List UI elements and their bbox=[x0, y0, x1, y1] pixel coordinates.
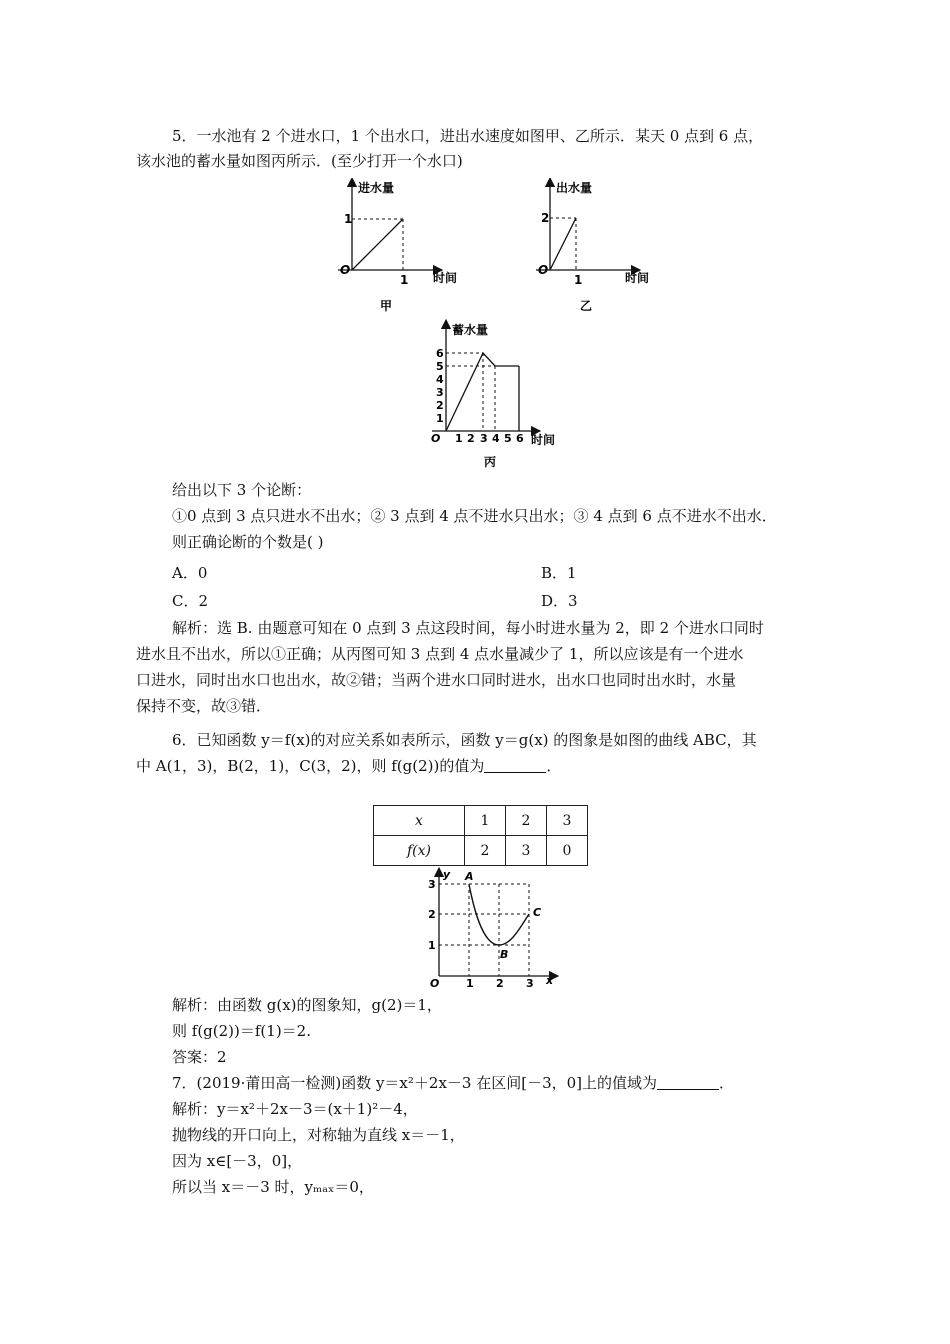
q6-line-2-end: ． bbox=[546, 757, 562, 775]
g-point-c: C bbox=[533, 906, 542, 919]
q6-line-1: 6．已知函数 y＝f(x)的对应关系如表所示，函数 y＝g(x) 的图象是如图的曲线 ABC，其 bbox=[172, 731, 757, 749]
jia-xlabel: 时间 bbox=[433, 271, 458, 285]
yi-line bbox=[550, 218, 576, 270]
q6-analysis-2: 则 f(g(2))＝f(1)＝2. bbox=[172, 1022, 311, 1040]
f-table-value-3: 0 bbox=[547, 836, 588, 866]
figure-jia bbox=[330, 178, 470, 318]
g-xtick-1: 1 bbox=[466, 977, 474, 990]
q6-line-2 bbox=[136, 756, 561, 776]
f-table-header-row bbox=[374, 806, 588, 836]
jia-caption: 甲 bbox=[380, 299, 393, 313]
bing-xtick-4: 4 bbox=[492, 432, 500, 445]
q6-answer: 答案：2 bbox=[172, 1048, 227, 1066]
q5-analysis-3: 口进水，同时出水口也出水，故②错；当两个进水口同时进水，出水口也同时出水时，水量 bbox=[136, 671, 737, 689]
g-xtick-2: 2 bbox=[496, 977, 504, 990]
f-table-header-1: 1 bbox=[465, 806, 506, 836]
q6-analysis-1: 解析：由函数 g(x)的图象知，g(2)＝1， bbox=[172, 996, 442, 1014]
jia-line bbox=[352, 219, 403, 270]
yi-xlabel: 时间 bbox=[625, 271, 650, 285]
q7-analysis-1: 解析：y＝x²＋2x－3＝(x＋1)²－4， bbox=[172, 1100, 418, 1118]
g-ytick-3: 3 bbox=[428, 878, 436, 891]
f-table bbox=[373, 805, 588, 866]
f-table-header-x: x bbox=[374, 806, 465, 836]
q7-line-1 bbox=[172, 1073, 734, 1093]
figure-bing bbox=[418, 318, 578, 470]
bing-xtick-1: 1 bbox=[455, 432, 463, 445]
g-ytick-1: 1 bbox=[428, 939, 436, 952]
jia-origin: O bbox=[340, 263, 351, 277]
q6-answer-blank bbox=[484, 758, 546, 773]
q5-question: 则正确论断的个数是( ) bbox=[172, 533, 324, 551]
bing-ytick-2: 2 bbox=[436, 399, 444, 412]
g-y-label: y bbox=[443, 868, 451, 881]
bing-origin: O bbox=[431, 432, 441, 445]
bing-ytick-1: 1 bbox=[436, 412, 444, 425]
bing-xtick-3: 3 bbox=[480, 432, 488, 445]
yi-ytick: 2 bbox=[541, 211, 550, 225]
f-table-value-1: 2 bbox=[465, 836, 506, 866]
bing-xtick-6: 6 bbox=[516, 432, 524, 445]
g-ytick-2: 2 bbox=[428, 908, 436, 921]
jia-ylabel: 进水量 bbox=[358, 181, 395, 195]
f-table-header-3: 3 bbox=[547, 806, 588, 836]
q5-option-a: A．0 bbox=[172, 564, 208, 582]
g-point-a: A bbox=[465, 870, 474, 883]
bing-ytick-4: 4 bbox=[436, 373, 444, 386]
q5-analysis-2: 进水且不出水，所以①正确；从丙图可知 3 点到 4 点水量减少了 1，所以应该是有一个进水 bbox=[136, 645, 744, 663]
g-origin: O bbox=[430, 977, 440, 990]
yi-origin: O bbox=[538, 263, 549, 277]
q6-line-2-text: 中 A(1，3)，B(2，1)，C(3，2)，则 f(g(2))的值为 bbox=[136, 757, 485, 775]
bing-ytick-5: 5 bbox=[436, 360, 444, 373]
f-table-header-2: 2 bbox=[506, 806, 547, 836]
yi-xtick: 1 bbox=[574, 273, 583, 287]
f-table-value-row bbox=[374, 836, 588, 866]
q5-analysis-1: 解析：选 B. 由题意可知在 0 点到 3 点这段时间，每小时进水量为 2，即 2 个进水口同时 bbox=[172, 619, 764, 637]
bing-xtick-2: 2 bbox=[467, 432, 475, 445]
q5-statements: ①0 点到 3 点只进水不出水；② 3 点到 4 点不进水只出水；③ 4 点到 6 点不进水不出水． bbox=[172, 507, 777, 525]
q7-line-1-end: ． bbox=[719, 1074, 735, 1092]
q7-analysis-3: 因为 x∈[－3，0]， bbox=[172, 1152, 303, 1170]
figure-yi bbox=[528, 178, 668, 318]
q7-answer-blank bbox=[657, 1075, 719, 1090]
g-graph bbox=[418, 866, 568, 991]
q5-line-2: 该水池的蓄水量如图丙所示．(至少打开一个水口) bbox=[136, 152, 463, 170]
q7-analysis-4: 所以当 x＝－3 时，yₘₐₓ＝0， bbox=[172, 1178, 374, 1196]
g-x-label: x bbox=[546, 974, 554, 987]
yi-caption: 乙 bbox=[580, 299, 593, 313]
q5-analysis-4: 保持不变，故③错． bbox=[136, 697, 272, 715]
q5-intro: 给出以下 3 个论断： bbox=[172, 481, 312, 499]
q5-option-b: B．1 bbox=[541, 564, 577, 582]
jia-xtick: 1 bbox=[400, 273, 409, 287]
q5-option-c: C．2 bbox=[172, 592, 209, 610]
jia-ytick: 1 bbox=[344, 212, 353, 226]
bing-ytick-6: 6 bbox=[436, 347, 444, 360]
q7-analysis-2: 抛物线的开口向上，对称轴为直线 x＝－1， bbox=[172, 1126, 465, 1144]
q5-option-d: D．3 bbox=[541, 592, 578, 610]
bing-xlabel: 时间 bbox=[531, 433, 556, 447]
f-table-value-2: 3 bbox=[506, 836, 547, 866]
bing-ytick-3: 3 bbox=[436, 386, 444, 399]
g-xtick-3: 3 bbox=[526, 977, 534, 990]
yi-ylabel: 出水量 bbox=[556, 181, 593, 195]
q7-line-1-text: 7．(2019·莆田高一检测)函数 y＝x²＋2x－3 在区间[－3，0]上的值域为 bbox=[172, 1074, 658, 1092]
q5-line-1: 5．一水池有 2 个进水口，1 个出水口，进出水速度如图甲、乙所示．某天 0 点到 6 点， bbox=[172, 127, 764, 145]
g-point-b: B bbox=[500, 948, 509, 961]
bing-ylabel: 蓄水量 bbox=[452, 323, 489, 337]
bing-caption: 丙 bbox=[484, 455, 497, 469]
f-table-row-label: f(x) bbox=[374, 836, 465, 866]
bing-xtick-5: 5 bbox=[504, 432, 512, 445]
